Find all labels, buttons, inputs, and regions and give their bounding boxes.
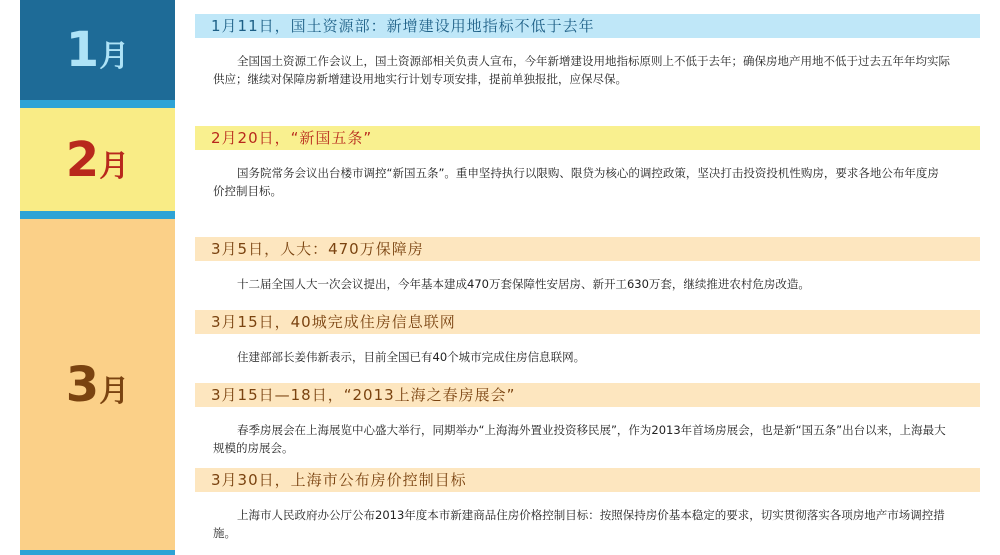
event-body-mar-5: 十二届全国人大一次会议提出，今年基本建成470万套保障性安居房、新开工630万套，继续推进农村危房改造。 bbox=[237, 277, 810, 291]
month-number: 1 bbox=[65, 22, 100, 78]
event-title-mar-5: 3月5日，人大：470万保障房 bbox=[195, 237, 980, 261]
month-block-february bbox=[20, 108, 175, 211]
event-body-jan-11: 全国国土资源工作会议上，国土资源部相关负责人宣布，今年新增建设用地指标原则上不低于去年；确保房地产用地不低于过去五年年均实际供应；继续对保障房新增建设用地实行计划专项安排，提前单独报批，应保尽保。 bbox=[213, 54, 950, 86]
month-separator bbox=[20, 100, 175, 108]
event-title-mar-15: 3月15日，40城完成住房信息联网 bbox=[195, 310, 980, 334]
event-body-mar-30: 上海市人民政府办公厅公布2013年度本市新建商品住房价格控制目标：按照保持房价基本稳定的要求，切实贯彻落实各项房地产市场调控措施。 bbox=[213, 508, 945, 540]
month-unit: 月 bbox=[99, 373, 130, 409]
event-body-feb-20: 国务院常务会议出台楼市调控“新国五条”。重申坚持执行以限购、限贷为核心的调控政策，坚决打击投资投机性购房，要求各地公布年度房价控制目标。 bbox=[213, 166, 939, 198]
month-label-january bbox=[65, 22, 130, 78]
month-separator bbox=[20, 211, 175, 219]
event-title-mar-15-18: 3月15日—18日，“2013上海之春房展会” bbox=[195, 383, 980, 407]
month-number: 2 bbox=[65, 131, 100, 188]
event-title-jan-11: 1月11日，国土资源部：新增建设用地指标不低于去年 bbox=[195, 14, 980, 38]
event-list bbox=[195, 0, 980, 555]
event-body-mar-15: 住建部部长姜伟新表示，目前全国已有40个城市完成住房信息联网。 bbox=[237, 350, 586, 364]
month-timeline bbox=[20, 0, 175, 555]
month-number: 3 bbox=[65, 356, 100, 413]
event-title-mar-30: 3月30日，上海市公布房价控制目标 bbox=[195, 468, 980, 492]
event-body-mar-15-18: 春季房展会在上海展览中心盛大举行，同期举办“上海海外置业投资移民展”，作为2013年首场房展会，也是新“国五条”出台以来，上海最大规模的房展会。 bbox=[213, 423, 946, 455]
month-unit: 月 bbox=[99, 148, 130, 184]
month-unit: 月 bbox=[99, 39, 130, 74]
month-block-march bbox=[20, 219, 175, 550]
event-title-feb-20: 2月20日，“新国五条” bbox=[195, 126, 980, 150]
month-block-january bbox=[20, 0, 175, 100]
month-label-february bbox=[65, 131, 130, 188]
month-label-march bbox=[65, 356, 130, 413]
month-separator bbox=[20, 550, 175, 555]
